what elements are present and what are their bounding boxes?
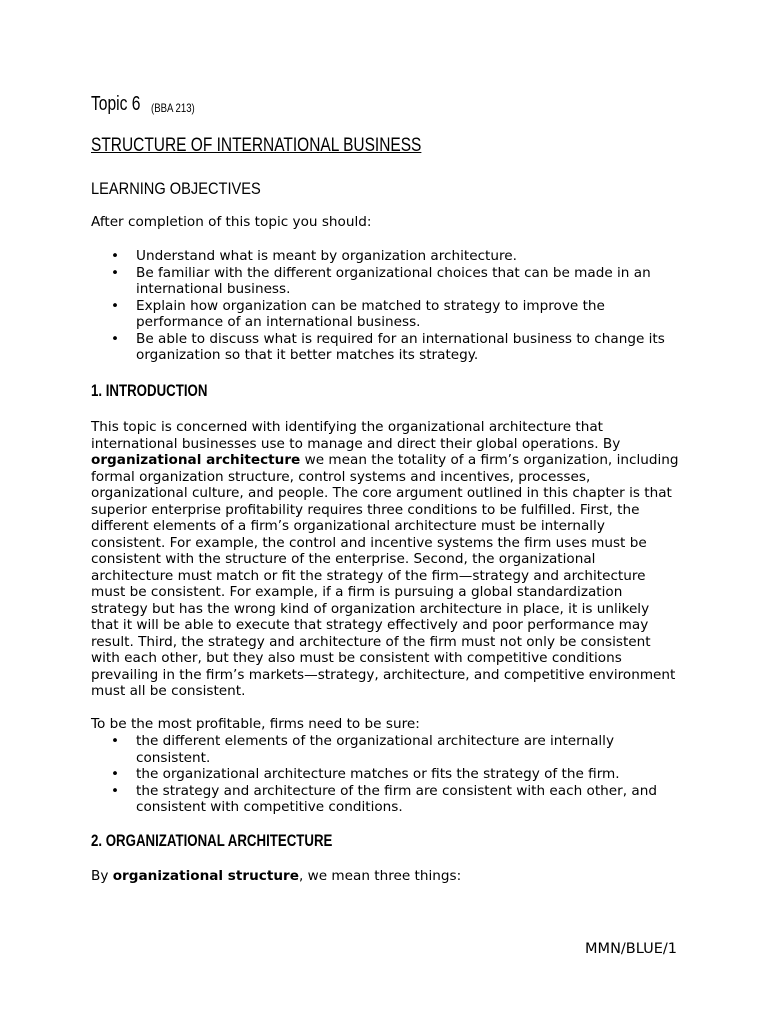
list-item: • the different elements of the organizational architecture are internally consistent. [111,733,615,766]
list-item: • Be able to discuss what is required for an international business to change its organization so that it better matches its strategy. [111,330,665,363]
learning-objectives-heading: LEARNING OBJECTIVES [91,179,261,198]
profitability-intro: To be the most profitable, firms need to be sure: [91,716,420,732]
profitability-list [91,733,681,816]
bullet-icon: • [111,733,120,749]
topic-label: Topic 6 [91,93,141,115]
bullet-icon: • [111,264,120,281]
topic-heading [91,93,195,116]
list-item: • Explain how organization can be matched to strategy to improve the performance of an international business. [111,297,605,330]
term-organizational-architecture: organizational architecture [91,452,301,468]
document-title: STRUCTURE OF INTERNATIONAL BUSINESS [91,135,422,156]
introduction-paragraph: This topic is concerned with identifying the organizational architecture that international businesses use to manage and direct their global operations. By organizational architecture we mean the totality of a firm’s organization, including formal organization structure, control systems and incentives, processes, organizational culture, and people. The core argument outlined in this chapter is that superior enterprise profitability requires three conditions to be fulfilled. First, the different elements of a firm’s organizational architecture must be internally consistent. For example, the control and incentive systems the firm uses must be consistent with the structure of the enterprise. Second, the organizational architecture must match or fit the strategy of the firm—strategy and architecture must be consistent. For example, if a firm is pursuing a global standardization strategy but has the wrong kind of organization architecture in place, it is unlikely that it will be able to execute that strategy effectively and poor performance may result. Third, the strategy and architecture of the firm must not only be consistent with each other, but they also must be consistent with competitive conditions prevailing in the firm’s markets—strategy, architecture, and competitive environment must all be consistent. [91,419,679,699]
list-item: • the strategy and architecture of the firm are consistent with each other, and consistent with competitive conditions. [111,782,657,815]
page-footer-code: MMN/BLUE/1 [585,941,677,957]
list-item: • Understand what is meant by organization architecture. [111,248,517,264]
objectives-list [91,248,681,364]
bullet-icon: • [111,782,120,799]
objectives-intro: After completion of this topic you should: [91,214,372,230]
bullet-icon: • [111,297,120,314]
list-item: • the organizational architecture matches or fits the strategy of the firm. [111,766,620,782]
course-code: (BBA 213) [151,101,195,115]
org-structure-paragraph: By organizational structure, we mean three things: [91,868,462,884]
list-item: • Be familiar with the different organizational choices that can be made in an international business. [111,264,651,297]
org-architecture-heading: 2. ORGANIZATIONAL ARCHITECTURE [91,831,333,850]
bullet-icon: • [111,248,120,264]
term-organizational-structure: organizational structure [112,868,299,884]
bullet-icon: • [111,330,120,347]
bullet-icon: • [111,766,120,782]
introduction-heading: 1. INTRODUCTION [91,381,208,400]
